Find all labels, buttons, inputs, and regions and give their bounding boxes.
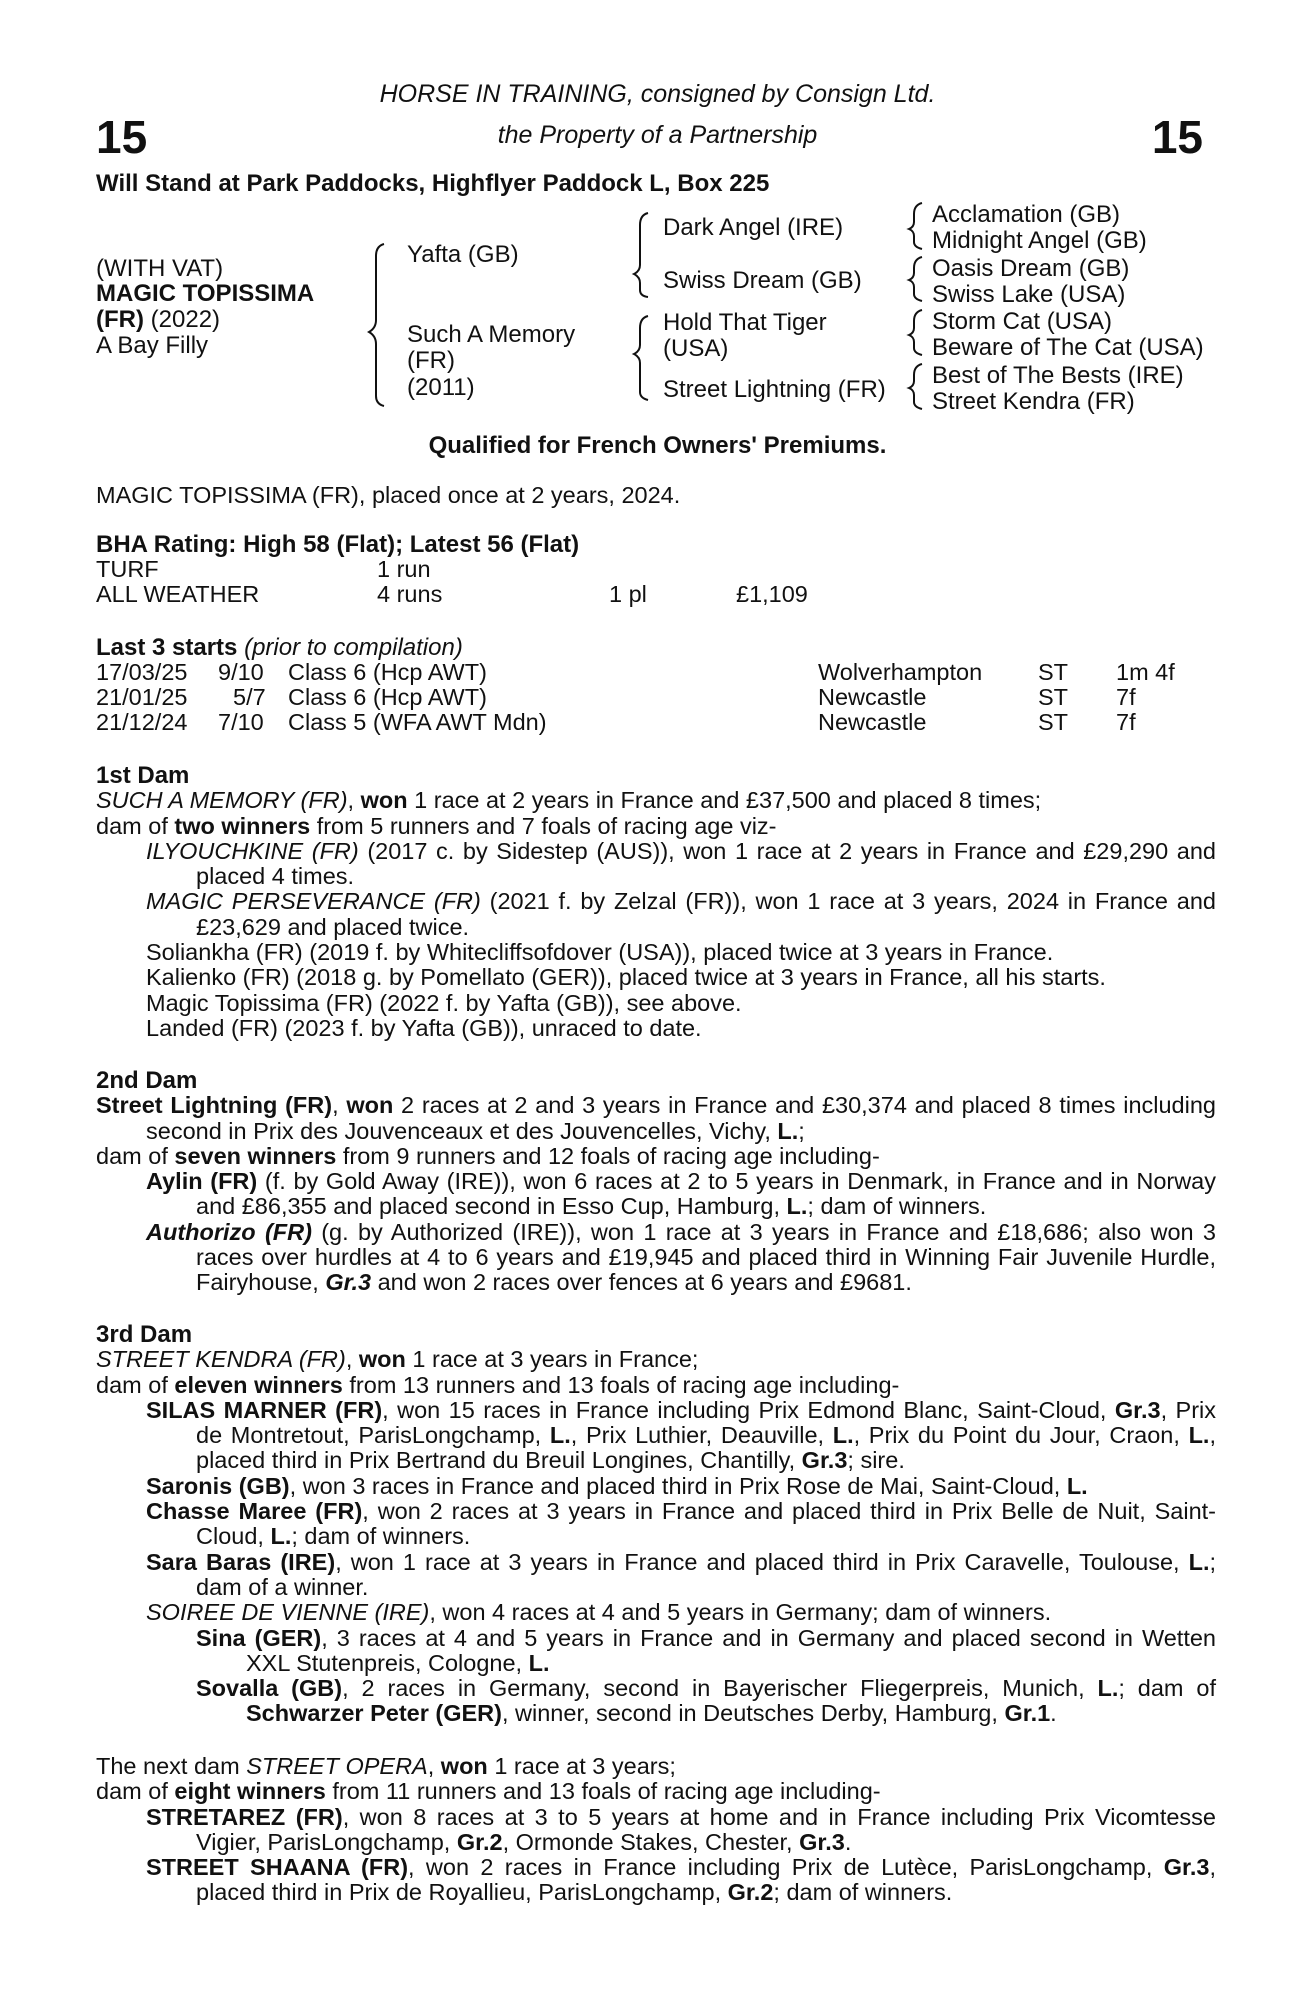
sire-dam-sire: Oasis Dream (GB) (932, 255, 1130, 282)
produce-record: (2017 c. by Sidestep (AUS)), won 1 race at 2 years in France and £29,290 and placed 4 times. (196, 837, 1216, 890)
sire-dam-dam: Swiss Lake (USA) (932, 281, 1126, 308)
winner-count: two winners (174, 812, 311, 839)
text: dam of (96, 1778, 175, 1805)
text: , Prix Luthier, Deauville, (570, 1422, 833, 1449)
vat-note: (WITH VAT) (96, 255, 224, 282)
record-aw-runs: 4 runs (377, 581, 443, 607)
dam-name: STREET KENDRA (FR) (96, 1346, 346, 1373)
text: , Ormonde Stakes, Chester, (502, 1828, 800, 1855)
text: , won 3 races in France and placed third in Prix Rose de Mai, Saint-Cloud, (289, 1472, 1067, 1499)
horse-origin: (FR) (96, 306, 144, 333)
listed-tag: L. (1188, 1422, 1210, 1449)
listed-tag: L. (1188, 1548, 1210, 1575)
record-text: 1 race at 3 years; (487, 1753, 676, 1779)
produce-name: Authorizo (FR) (146, 1218, 312, 1245)
record-aw-places: 1 pl (609, 581, 647, 607)
produce-entry: Landed (FR) (2023 f. by Yafta (GB)), unraced to date. (146, 1014, 702, 1041)
text: , won 8 races at 3 to 5 years at home and in France including Prix Vicomtesse Vigier, ParisLongchamp, (196, 1803, 1217, 1855)
record-turf-runs: 1 run (377, 556, 431, 582)
horse-description: A Bay Filly (96, 332, 209, 359)
text: , 3 races at 4 and 5 years in France and in Germany and placed second in Wetten XXL Stutenpreis, Cologne, (246, 1624, 1216, 1676)
group-tag: Gr.3 (325, 1269, 372, 1296)
produce-entry: Soliankha (FR) (2019 f. by Whitecliffsofdover (USA)), placed twice at 3 years in France. (146, 939, 1054, 966)
last-starts-note: (prior to compilation) (244, 634, 463, 661)
record-text: 1 race at 2 years in France and £37,500 and placed 8 times; (407, 787, 1042, 814)
group-tag: Gr.1 (1004, 1700, 1051, 1727)
text: , won 1 race at 3 years in France and placed third in Prix Caravelle, Toulouse, (335, 1548, 1189, 1575)
first-dam-section (96, 763, 1216, 1041)
sire-sire-dam: Midnight Angel (GB) (932, 227, 1147, 254)
start-course: Newcastle (818, 684, 927, 710)
won-label: won (360, 787, 408, 814)
group-tag: Gr.3 (1114, 1396, 1161, 1423)
horse-year: (2022) (150, 306, 221, 333)
text: , won 15 races in France including Prix Edmond Blanc, Saint-Cloud, (382, 1396, 1115, 1423)
second-dam-heading: 2nd Dam (96, 1067, 198, 1094)
third-dam-heading: 3rd Dam (96, 1321, 193, 1348)
dam-line-1: Such A Memory (407, 321, 576, 348)
text: from 5 runners and 7 foals of racing age viz- (310, 812, 777, 839)
sire: Yafta (GB) (407, 241, 519, 268)
dam-name: SUCH A MEMORY (FR) (96, 787, 348, 814)
dam-line-2: (FR) (407, 347, 455, 374)
listed-tag: L. (777, 1117, 799, 1144)
start-distance: 7f (1116, 684, 1136, 710)
premiums-note: Qualified for French Owners' Premiums. (428, 432, 887, 459)
listed-tag: L. (528, 1649, 550, 1676)
text: from 9 runners and 12 foals of racing age including- (336, 1142, 880, 1169)
start-race: Class 6 (Hcp AWT) (288, 684, 487, 710)
group-tag: Gr.3 (1163, 1854, 1210, 1881)
text: . (844, 1828, 852, 1855)
produce-name: Chasse Maree (FR) (146, 1498, 363, 1525)
produce-entry (96, 1600, 1216, 1625)
start-course: Wolverhampton (818, 659, 983, 685)
produce-entry (96, 1855, 1216, 1906)
start-course: Newcastle (818, 709, 927, 735)
text: , Prix de Montretout, ParisLongchamp, (196, 1396, 1216, 1449)
produce-record: (2021 f. by Zelzal (FR)), won 1 race at 3 years, 2024 in France and £23,629 and placed twice. (196, 888, 1216, 940)
produce-name: ILYOUCHKINE (FR) (146, 837, 359, 864)
dam-dam: Street Lightning (FR) (663, 376, 886, 403)
text: ; (798, 1117, 805, 1144)
start-going: ST (1038, 684, 1069, 710)
text: ; dam of winners. (773, 1879, 953, 1906)
second-dam-section (96, 1068, 1216, 1296)
record-aw-prize: £1,109 (736, 581, 808, 607)
listed-tag: L. (786, 1193, 808, 1220)
start-going: ST (1038, 709, 1069, 735)
produce-name: Sara Baras (IRE) (146, 1548, 336, 1575)
winner-count: seven winners (174, 1142, 337, 1169)
start-race: Class 5 (WFA AWT Mdn) (288, 709, 547, 735)
sire-dam: Swiss Dream (GB) (663, 267, 862, 294)
start-distance: 1m 4f (1116, 659, 1175, 685)
group-tag: Gr.3 (801, 1447, 848, 1474)
start-date: 21/12/24 (96, 709, 188, 735)
produce-entry (96, 1805, 1216, 1856)
third-dam-record: STREET KENDRA (FR), won 1 race at 3 years in France; (96, 1346, 699, 1373)
produce-entry: Magic Topissima (FR) (2022 f. by Yafta (GB)), see above. (146, 989, 742, 1016)
text: , winner, second in Deutsches Derby, Hamburg, (501, 1700, 1005, 1727)
horse-name: MAGIC TOPISSIMA (96, 280, 315, 307)
listed-tag: L. (549, 1422, 571, 1449)
start-going: ST (1038, 659, 1069, 685)
text: from 11 runners and 13 foals of racing age including- (325, 1778, 881, 1805)
start-race: Class 6 (Hcp AWT) (288, 659, 487, 685)
listed-tag: L. (270, 1523, 292, 1550)
text: , (332, 1092, 347, 1119)
property-line: the Property of a Partnership (497, 121, 818, 149)
produce-record: (f. by Gold Away (IRE)), won 6 races at 2 to 5 years in Denmark, in France and in Norway and £86,355 and placed second in Esso Cup, Hamburg, (196, 1168, 1217, 1220)
record-aw-surface: ALL WEATHER (96, 581, 260, 607)
last-starts-title: Last 3 starts (96, 634, 238, 661)
produce-name: Aylin (FR) (146, 1168, 258, 1195)
sire-sire-sire: Acclamation (GB) (932, 201, 1121, 228)
produce-entry (96, 1474, 1216, 1499)
produce-entry (96, 889, 1216, 940)
produce-entry (96, 839, 1216, 890)
stand-location: Will Stand at Park Paddocks, Highflyer Paddock L, Box 225 (96, 170, 770, 197)
second-dam-produce-summary (96, 1144, 1216, 1169)
listed-tag: L. (832, 1422, 854, 1449)
dam-sire-line-1: Hold That Tiger (663, 309, 827, 336)
record-text: 2 races at 2 and 3 years in France and £30,374 and placed 8 times including second in Prix des Jouvenceaux et des Jouvencelles, Vichy, (146, 1092, 1216, 1144)
dam-dam-dam: Street Kendra (FR) (932, 388, 1135, 415)
lot-number-right: 15 (1151, 111, 1203, 163)
dam-sire-line-2: (USA) (663, 335, 729, 362)
start-position: 9/10 (218, 659, 264, 685)
dam-sire-dam: Beware of The Cat (USA) (932, 334, 1204, 361)
first-dam-record: SUCH A MEMORY (FR), won 1 race at 2 years in France and £37,500 and placed 8 times; (96, 787, 1042, 814)
won-label: won (440, 1753, 488, 1779)
start-position: 5/7 (233, 684, 266, 710)
produce-name: Sina (GER) (196, 1624, 322, 1651)
text: ; dam of (1118, 1675, 1216, 1702)
start-position: 7/10 (218, 709, 264, 735)
text: , won 2 races at 3 years in France and placed third in Prix Belle de Nuit, Saint-Cloud, (196, 1498, 1216, 1550)
group-tag: Gr.2 (456, 1828, 503, 1855)
start-distance: 7f (1116, 709, 1136, 735)
text: dam of (96, 1142, 175, 1169)
listed-tag: L. (1097, 1675, 1119, 1702)
text: ; sire. (847, 1447, 905, 1474)
winner-count: eleven winners (174, 1371, 343, 1398)
sire-sire: Dark Angel (IRE) (663, 214, 844, 241)
produce-name: SILAS MARNER (FR) (146, 1396, 383, 1423)
produce-entry (96, 1499, 1216, 1550)
text: and won 2 races over fences at 6 years and £9681. (371, 1269, 912, 1296)
produce-entry (96, 1550, 1216, 1601)
consignor-line: HORSE IN TRAINING, consigned by Consign Ltd. (379, 80, 936, 108)
text: ; dam of winners. (291, 1523, 471, 1550)
group-tag: Gr.2 (727, 1879, 774, 1906)
won-label: won (358, 1346, 406, 1373)
first-dam-produce-summary (96, 814, 1216, 839)
dam-name: Street Lightning (FR) (96, 1092, 333, 1119)
listed-tag: L. (1066, 1472, 1088, 1499)
produce-name: Schwarzer Peter (GER) (246, 1700, 502, 1727)
dam-sire-sire: Storm Cat (USA) (932, 308, 1113, 335)
third-dam-section (96, 1322, 1216, 1727)
text: , placed third in Prix Bertrand du Breuil Longines, Chantilly, (196, 1422, 1216, 1474)
record-text: 1 race at 3 years in France; (405, 1346, 699, 1373)
start-date: 17/03/25 (96, 659, 188, 685)
dam-name: STREET OPERA (246, 1753, 428, 1779)
next-dam-section (96, 1754, 1216, 1906)
produce-record: (g. by Authorized (IRE)), won 1 race at 3 years in France and £18,686; also won 3 races over hurdles at 4 to 6 years and £19,945 and placed third in Winning Fair Juvenile Hurdle, Fairyhouse, (196, 1218, 1216, 1296)
text: , won 2 races in France including Prix de Lutèce, ParisLongchamp, (408, 1854, 1164, 1881)
produce-entry (96, 1169, 1216, 1220)
next-dam-record (96, 1754, 1216, 1779)
produce-name: MAGIC PERSEVERANCE (FR) (146, 888, 481, 915)
third-dam-produce-summary (96, 1373, 1216, 1398)
won-label: won (346, 1092, 394, 1119)
produce-entry (96, 1398, 1216, 1474)
produce-name: SOIREE DE VIENNE (IRE) (146, 1599, 430, 1626)
produce-name: Sovalla (GB) (196, 1675, 343, 1702)
text: from 13 runners and 13 foals of racing age including- (342, 1371, 900, 1398)
text: ; dam of a winner. (196, 1548, 1217, 1600)
bha-rating: BHA Rating: High 58 (Flat); Latest 56 (Flat) (96, 531, 580, 558)
lot-number-left: 15 (96, 111, 148, 163)
first-dam-heading: 1st Dam (96, 762, 190, 789)
group-tag: Gr.3 (799, 1828, 845, 1855)
winner-count: eight winners (174, 1778, 326, 1805)
produce-entry (96, 1220, 1216, 1296)
text: dam of (96, 1371, 175, 1398)
text: , 2 races in Germany, second in Bayerischer Fliegerpreis, Munich, (342, 1675, 1098, 1702)
dam-line-3: (2011) (407, 374, 475, 401)
second-dam-record (96, 1093, 1216, 1144)
start-date: 21/01/25 (96, 684, 188, 710)
produce-name: STREET SHAANA (FR) (146, 1854, 409, 1881)
text: , placed third in Prix de Royallieu, ParisLongchamp, (196, 1854, 1216, 1906)
produce-entry: Kalienko (FR) (2018 g. by Pomellato (GER)), placed twice at 3 years in France, all his starts. (146, 964, 1106, 991)
produce-name: STRETAREZ (FR) (146, 1803, 343, 1830)
text: dam of (96, 812, 175, 839)
dam-dam-sire: Best of The Bests (IRE) (932, 362, 1184, 389)
text: ; dam of winners. (807, 1193, 987, 1220)
produce-entry (96, 1676, 1216, 1727)
text: , (427, 1753, 441, 1779)
produce-entry (96, 1626, 1216, 1677)
race-summary: MAGIC TOPISSIMA (FR), placed once at 2 years, 2024. (96, 482, 681, 508)
last-starts-heading (96, 634, 463, 662)
text: . (1050, 1700, 1057, 1727)
next-dam-produce-summary (96, 1779, 1216, 1804)
produce-name: Saronis (GB) (146, 1472, 290, 1499)
text: , Prix du Point du Jour, Craon, (853, 1422, 1189, 1449)
text: , won 4 races at 4 and 5 years in Germany; dam of winners. (429, 1599, 1052, 1626)
text: The next dam (96, 1753, 247, 1779)
record-turf-surface: TURF (96, 556, 159, 582)
